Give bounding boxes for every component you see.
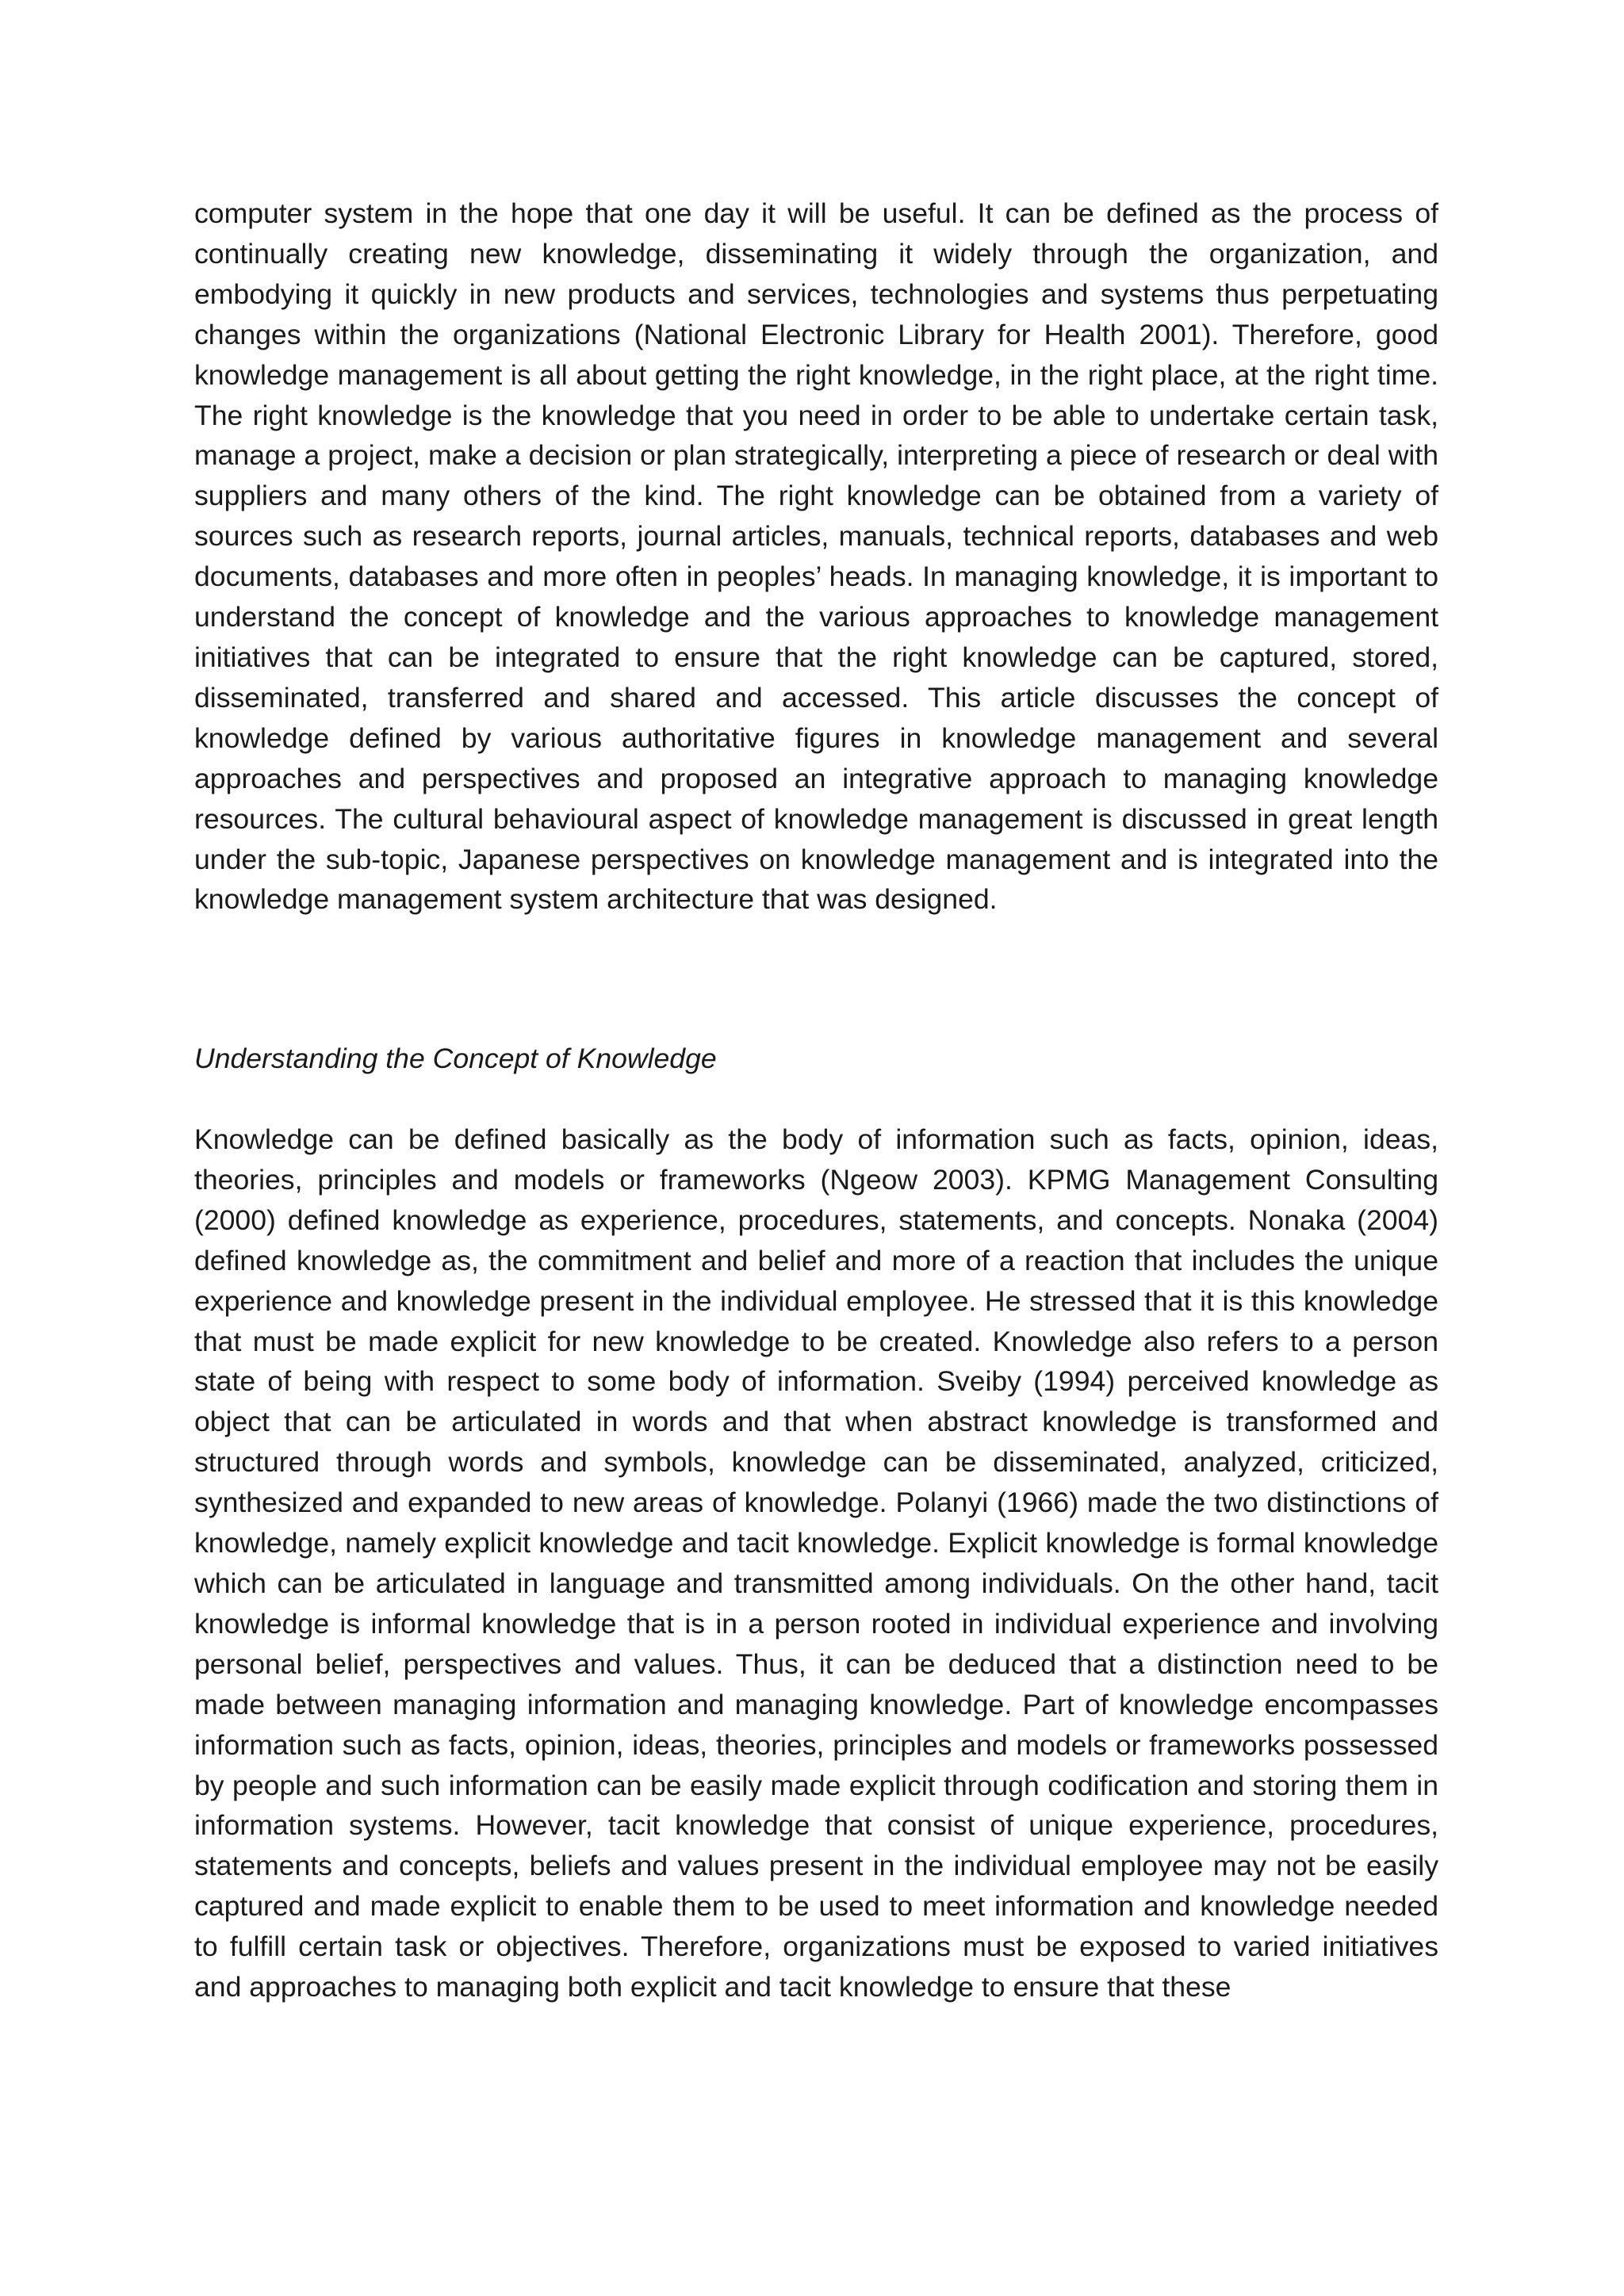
body-paragraph-1: computer system in the hope that one day it will be useful. It can be defined as the process of continually creating new knowledge, disseminating it widely through the organization, and embodying it quickly in new products and services, technologies and systems thus perpetuating changes within the organizations (National Electronic Library for Health 2001). Therefore, good knowledge management is all about getting the right knowledge, in the right place, at the right time. The right knowledge is the knowledge that you need in order to be able to undertake certain task, manage a project, make a decision or plan strategically, interpreting a piece of research or deal with suppliers and many others of the kind. The right knowledge can be obtained from a variety of sources such as research reports, journal articles, manuals, technical reports, databases and web documents, databases and more often in peoples’ heads. In managing knowledge, it is important to understand the concept of knowledge and the various approaches to knowledge management initiatives that can be integrated to ensure that the right knowledge can be captured, stored, disseminated, transferred and shared and accessed. This article discusses the concept of knowledge defined by various authoritative figures in knowledge management and several approaches and perspectives and proposed an integrative approach to managing knowledge resources. The cultural behavioural aspect of knowledge management is discussed in great length under the sub-topic, Japanese perspectives on knowledge management and is integrated into the knowledge management system architecture that was designed. bbox=[194, 197, 1438, 916]
section-heading: Understanding the Concept of Knowledge bbox=[194, 1043, 717, 1074]
body-paragraph-2: Knowledge can be defined basically as the body of information such as facts, opinion, ideas, theories, principles and models or frameworks (Ngeow 2003). KPMG Management Consulting (2000) defined knowledge as experience, procedures, statements, and concepts. Nonaka (2004) defined knowledge as, the commitment and belief and more of a reaction that includes the unique experience and knowledge present in the individual employee. He stressed that it is this knowledge that must be made explicit for new knowledge to be created. Knowledge also refers to a person state of being with respect to some body of information. Sveiby (1994) perceived knowledge as object that can be articulated in words and that when abstract knowledge is transformed and structured through words and symbols, knowledge can be disseminated, analyzed, criticized, synthesized and expanded to new areas of knowledge. Polanyi (1966) made the two distinctions of knowledge, namely explicit knowledge and tacit knowledge. Explicit knowledge is formal knowledge which can be articulated in language and transmitted among individuals. On the other hand, tacit knowledge is informal knowledge that is in a person rooted in individual experience and involving personal belief, perspectives and values. Thus, it can be deduced that a distinction need to be made between managing information and managing knowledge. Part of knowledge encompasses information such as facts, opinion, ideas, theories, principles and models or frameworks possessed by people and such information can be easily made explicit through codification and storing them in information systems. However, tacit knowledge that consist of unique experience, procedures, statements and concepts, beliefs and values present in the individual employee may not be easily captured and made explicit to enable them to be used to meet information and knowledge needed to fulfill certain task or objectives. Therefore, organizations must be exposed to varied initiatives and approaches to managing both explicit and tacit knowledge to ensure that these bbox=[194, 1123, 1438, 2003]
